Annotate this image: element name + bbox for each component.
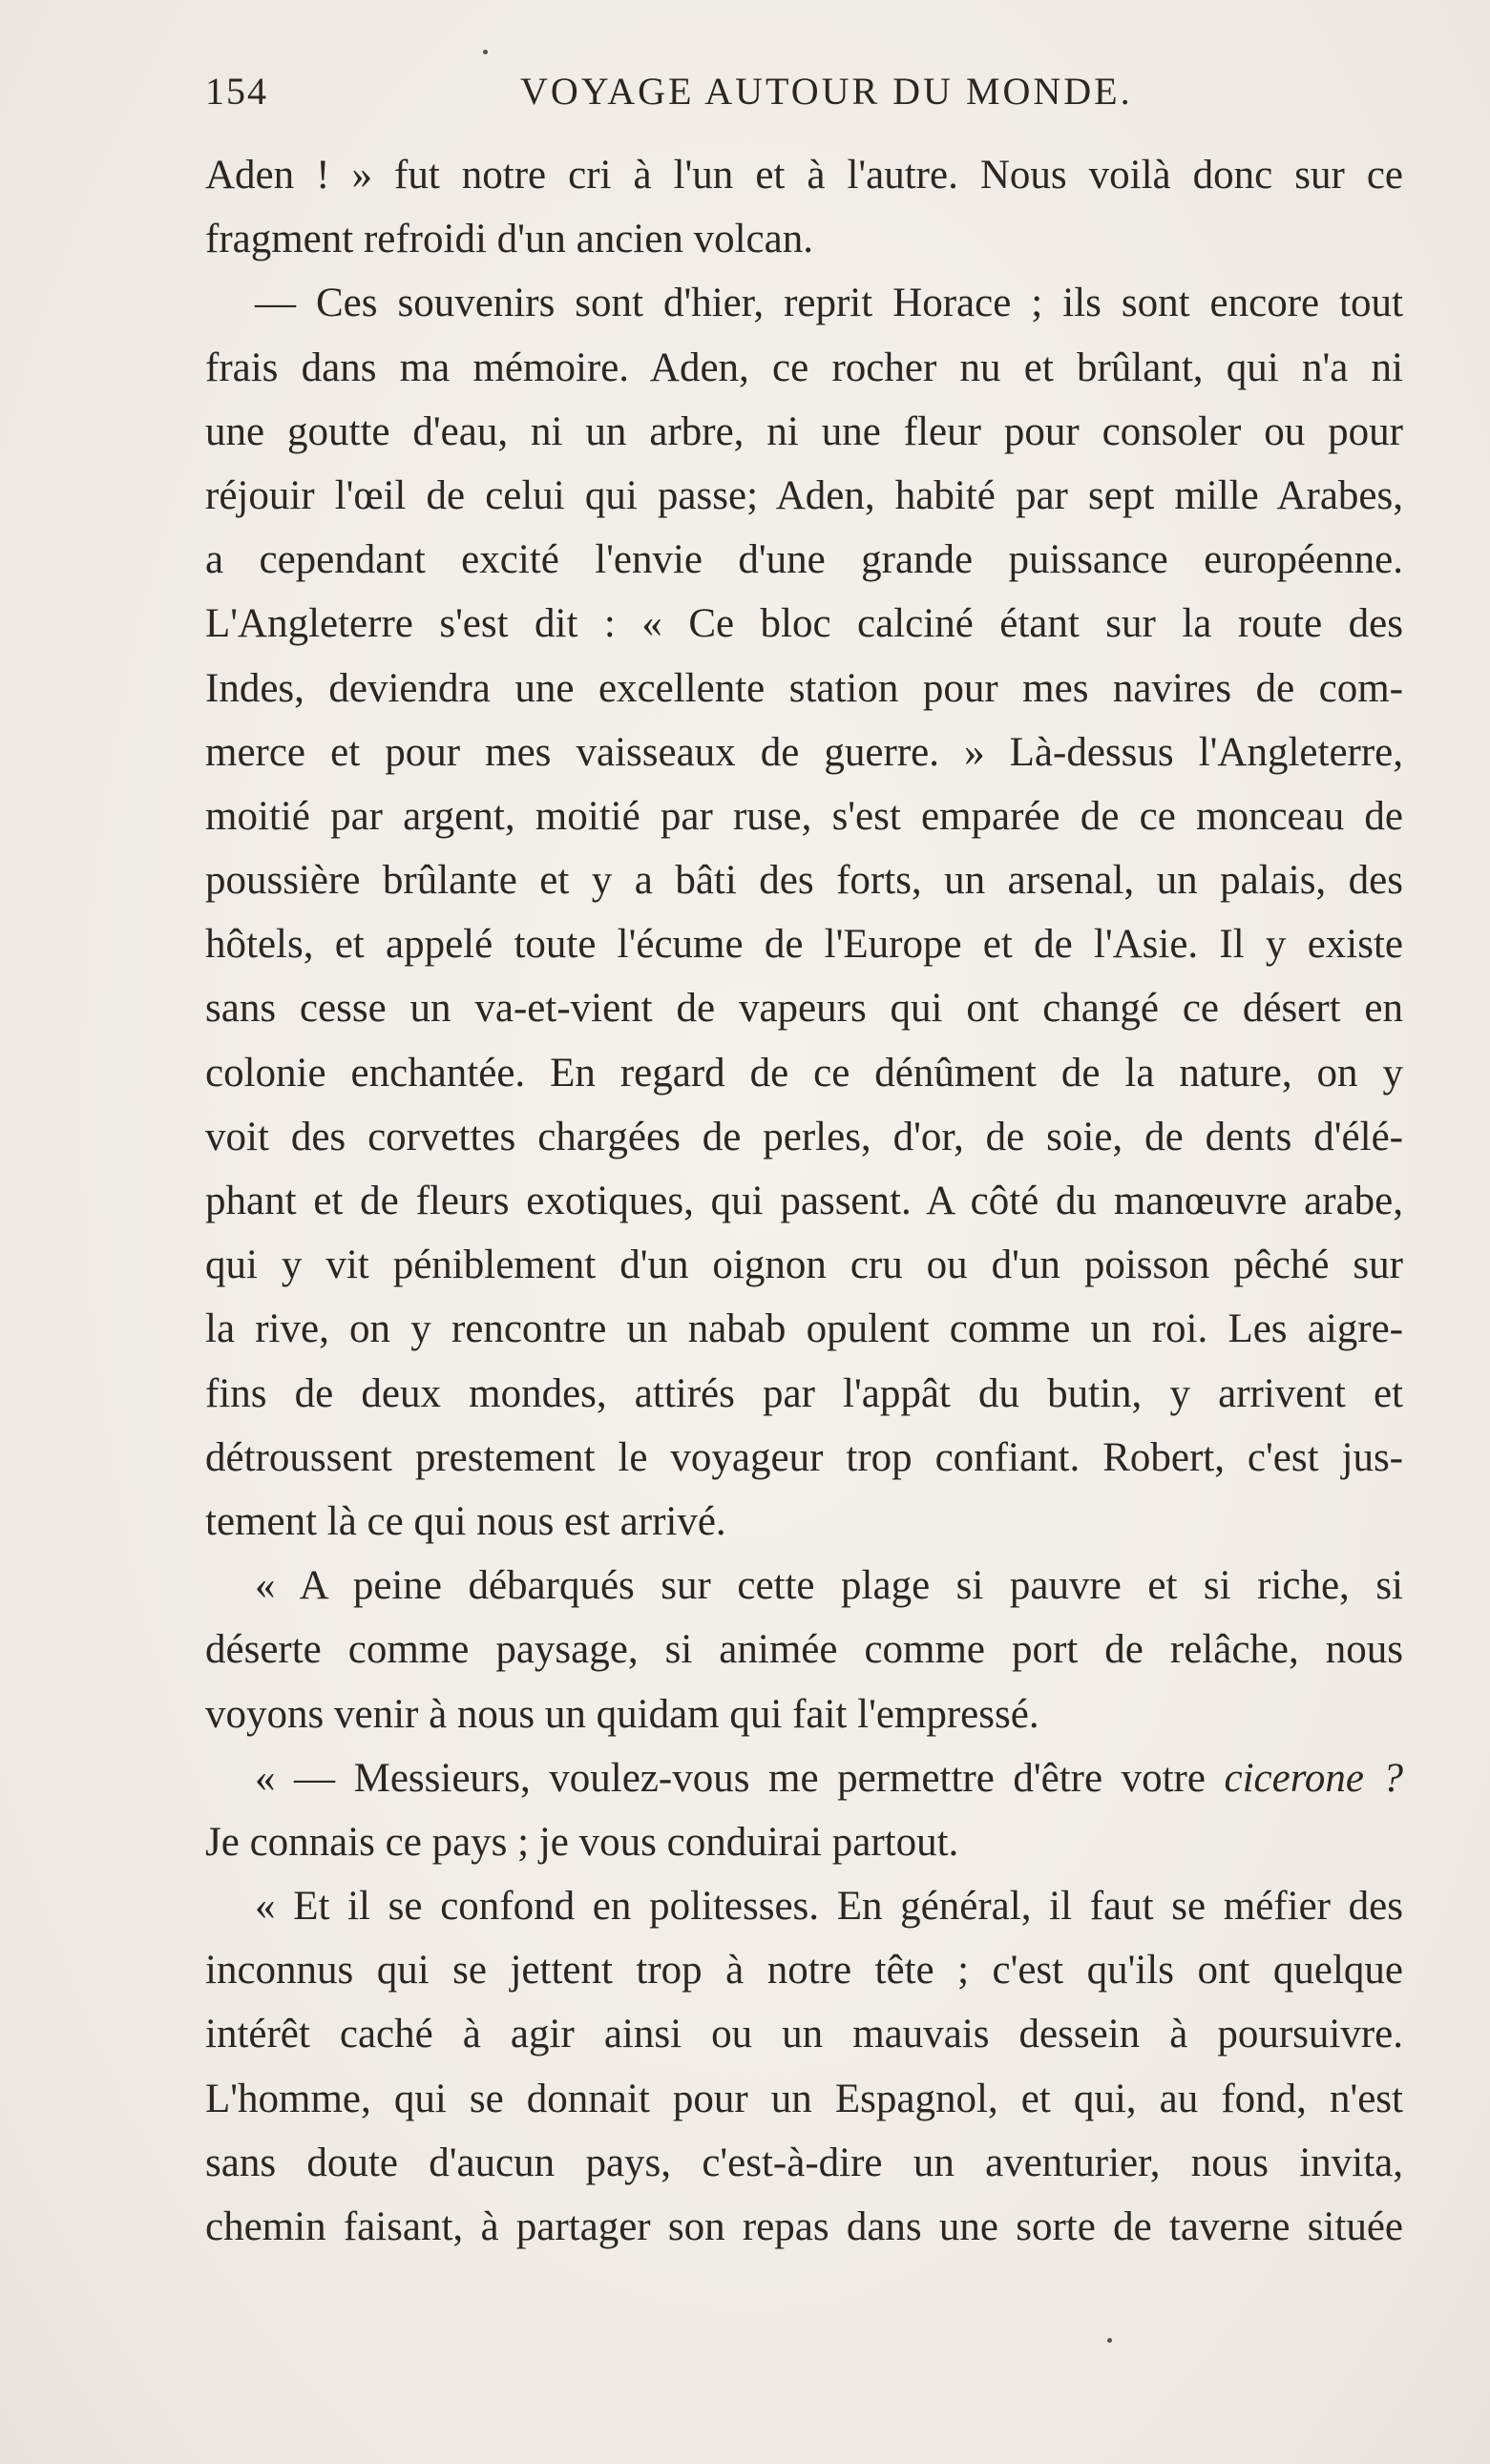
text-line-content: sans doute d'aucun pays, c'est-à-dire un aventurier, nous invita, [205,2140,1403,2185]
text-line-content: L'Angleterre s'est dit : « Ce bloc calciné étant sur la route des [205,601,1403,647]
text-line-content: moitié par argent, moitié par ruse, s'est emparée de ce monceau de [205,793,1403,839]
text-line-content: « — Messieurs, voulez-vous me permettre d'être votre [255,1755,1225,1801]
text-line [205,207,1403,271]
text-line [205,143,1403,207]
text-line-content: réjouir l'œil de celui qui passe; Aden, habité par sept mille Arabes, [205,472,1403,518]
text-line [205,592,1403,656]
text-line-content: poussière brûlante et y a bâti des forts, un arsenal, un palais, des [205,858,1403,904]
text-line [205,720,1403,784]
text-line-content: phant et de fleurs exotiques, qui passent. A côté du manœuvre arabe, [205,1179,1403,1223]
text-line [205,1169,1403,1233]
text-line-content: Je connais ce pays ; je vous conduirai partout. [205,1819,959,1865]
text-line-content: déserte comme paysage, si animée comme port de relâche, nous [205,1627,1403,1673]
text-line [205,464,1403,528]
text-line-content: inconnus qui se jettent trop à notre tête ; c'est qu'ils ont quelque [205,1948,1403,1994]
text-line [205,1105,1403,1169]
text-line [205,528,1403,592]
text-line-content: fins de deux mondes, attirés par l'appât du butin, y arrivent et [205,1370,1403,1416]
text-line [205,336,1403,400]
text-line-content: — Ces souvenirs sont d'hier, reprit Horace ; ils sont encore tout [255,281,1403,326]
text-line-content: tement là ce qui nous est arrivé. [205,1498,726,1544]
running-title: VOYAGE AUTOUR DU MONDE. [520,70,1133,113]
text-line [205,784,1403,848]
text-line [205,1362,1403,1426]
text-line [205,400,1403,464]
text-line [205,1810,1403,1874]
text-line-content: fragment refroidi d'un ancien volcan. [205,217,813,262]
body-text [205,143,1403,2259]
text-line-content: « Et il se confond en politesses. En général, il faut se méfier des [255,1884,1403,1930]
text-line [205,1938,1403,2002]
text-line [205,1682,1403,1746]
text-line-content: sans cesse un va-et-vient de vapeurs qui ont changé ce désert en [205,986,1403,1032]
text-line [205,2002,1403,2066]
text-line [205,2195,1403,2259]
print-speck [483,50,488,54]
text-line [205,2131,1403,2195]
text-line [205,271,1403,335]
text-line [205,848,1403,912]
text-line-content: « A peine débarqués sur cette plage si pauvre et si riche, si [255,1563,1403,1609]
text-line-content: merce et pour mes vaisseaux de guerre. » Là-dessus l'Angleterre, [205,729,1403,775]
text-line-content: voyons venir à nous un quidam qui fait l'empressé. [205,1691,1039,1737]
text-line-content: chemin faisant, à partager son repas dans une sorte de taverne située [205,2204,1403,2249]
text-line [205,1554,1403,1618]
text-line [205,1297,1403,1361]
text-line-content: a cependant excité l'envie d'une grande puissance européenne. [205,537,1403,583]
page-number: 154 [205,70,268,113]
text-line-content: une goutte d'eau, ni un arbre, ni une fleur pour consoler ou pour [205,408,1403,454]
text-line-content: frais dans ma mémoire. Aden, ce rocher nu et brûlant, qui n'a ni [205,345,1403,390]
text-line [205,1490,1403,1554]
text-line [205,976,1403,1040]
text-line-content: colonie enchantée. En regard de ce dénûment de la nature, on y [205,1050,1403,1096]
italic-word: cicerone ? [1224,1755,1403,1801]
text-line-content: hôtels, et appelé toute l'écume de l'Europe et de l'Asie. Il y existe [205,922,1403,968]
text-line [205,1618,1403,1681]
text-line-content: Indes, deviendra une excellente station pour mes navires de com- [205,665,1403,711]
text-line [205,1041,1403,1105]
text-line [205,1874,1403,1938]
text-line [205,912,1403,976]
print-speck [1107,2338,1112,2343]
text-line [205,1233,1403,1297]
text-line-content: la rive, on y rencontre un nabab opulent comme un roi. Les aigre- [205,1306,1403,1352]
text-line [205,2067,1403,2131]
text-line-content: Aden ! » fut notre cri à l'un et à l'autre. Nous voilà donc sur ce [205,153,1403,198]
text-line [205,657,1403,720]
text-line-content: L'homme, qui se donnait pour un Espagnol, et qui, au fond, n'est [205,2076,1403,2121]
text-line [205,1426,1403,1490]
text-line-content: voit des corvettes chargées de perles, d'or, de soie, de dents d'élé- [205,1114,1403,1159]
text-line [205,1746,1403,1810]
text-line-content: qui y vit péniblement d'un oignon cru ou d'un poisson pêché sur [205,1242,1403,1288]
running-header [205,69,1403,126]
text-line-content: intérêt caché à agir ainsi ou un mauvais dessein à poursuivre. [205,2012,1403,2057]
text-line-content: détroussent prestement le voyageur trop confiant. Robert, c'est jus- [205,1434,1403,1480]
